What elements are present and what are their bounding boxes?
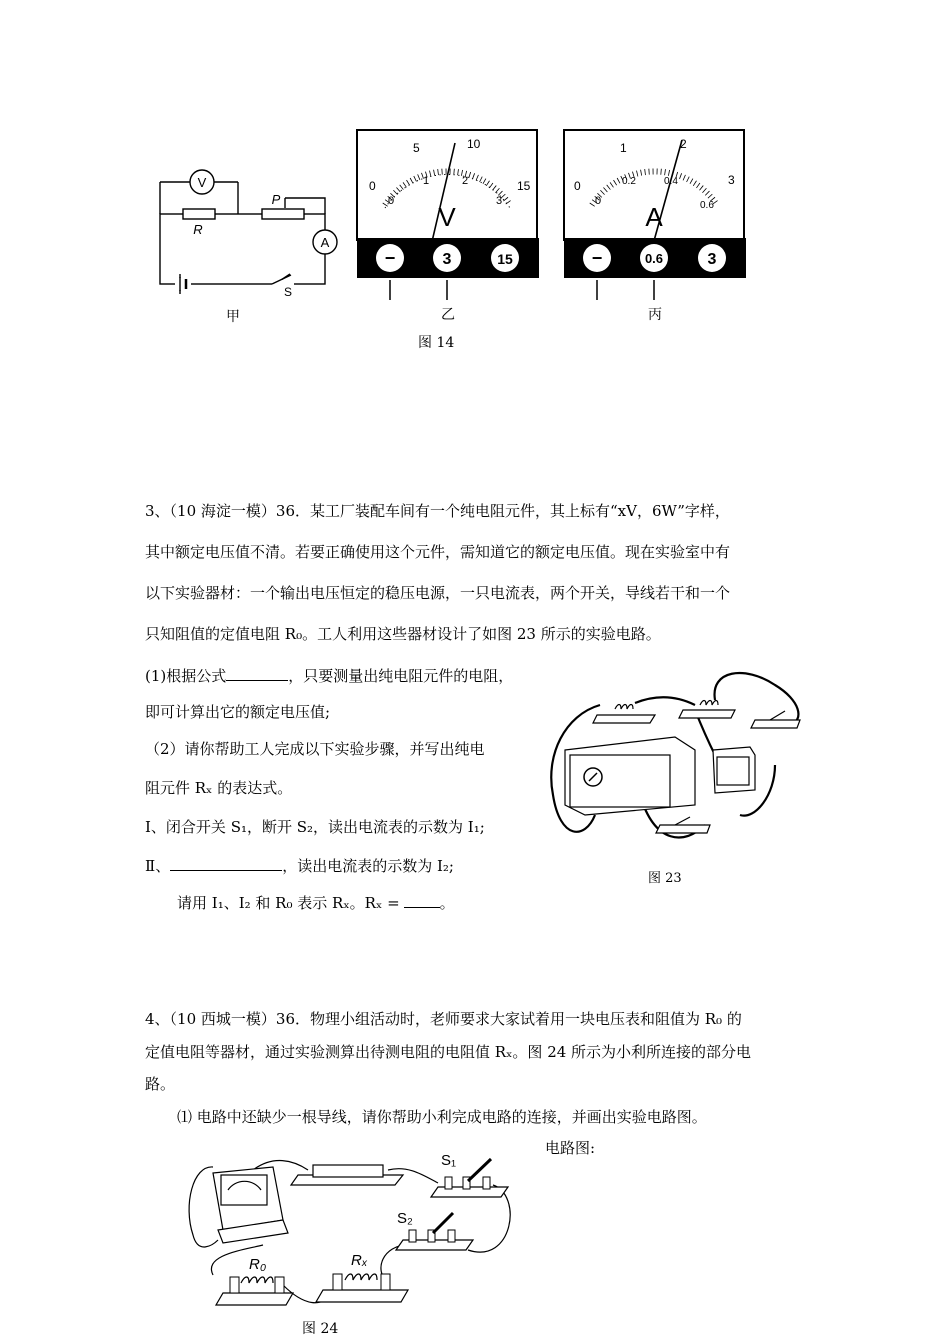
q4-line-2: 定值电阻等器材，通过实验测算出待测电阻的电阻值 Rₓ。图 24 所示为小利所连接的部分电 [145,1043,752,1061]
q3-expression-line [177,893,455,911]
ammeter-lower-0: 0 [595,195,602,207]
ammeter-symbol: A [645,202,663,232]
ammeter-terminal-3: 3 [707,251,717,268]
q3-formula-prompt: (1)根据公式 [145,667,227,685]
circuit-label-v: V [197,175,207,190]
voltmeter-dial [355,128,540,303]
voltmeter-terminal-15: 15 [497,251,513,267]
figure24-apparatus [183,1145,523,1315]
rx-expression-blank[interactable] [404,893,440,908]
caption-yi: 乙 [441,307,455,323]
caption-bing: 丙 [648,307,662,323]
circuit-label-a: A [320,235,330,250]
step-2-blank[interactable] [170,856,282,871]
ammeter-terminal-06: 0.6 [644,251,664,266]
ammeter-upper-3: 3 [728,173,735,187]
figure23-caption: 图 23 [648,871,682,886]
q3-step-1: Ⅰ、闭合开关 S₁，断开 S₂，读出电流表的示数为 I₁; [145,818,485,836]
fig24-label-s1: S₁ [441,1152,457,1169]
voltmeter-lower-1: 1 [423,175,430,187]
voltmeter-symbol: V [438,202,456,232]
q4-line-4: ⑴ 电路中还缺少一根导线，请你帮助小利完成电路的连接，并画出实验电路图。 [177,1108,707,1126]
voltmeter-upper-10: 10 [467,137,481,151]
figure14-caption: 图 14 [418,335,455,351]
voltmeter-lower-2: 2 [462,175,469,187]
voltmeter-upper-5: 5 [413,141,420,155]
ammeter-terminal-minus: − [591,248,603,268]
q3-line-3: 以下实验器材：一个输出电压恒定的稳压电源，一只电流表，两个开关，导线若干和一个 [145,584,731,602]
ammeter-lower-04: 0.4 [664,176,678,187]
q3-line-2: 其中额定电压值不清。若要正确使用这个元件，需知道它的额定电压值。现在实验室中有 [145,543,731,561]
q3-step-2-rest: ，读出电流表的示数为 I₂; [282,857,454,875]
ammeter-upper-1: 1 [620,141,627,155]
q3-line-7: （2）请你帮助工人完成以下实验步骤，并写出纯电 [145,740,485,758]
fig24-label-r0: R₀ [249,1256,267,1273]
voltmeter-terminal-minus: − [384,248,396,268]
figure24-caption: 图 24 [302,1321,339,1337]
q3-step-2 [145,856,454,874]
circuit-diagram-label: 电路图: [545,1139,596,1157]
ammeter-upper-0: 0 [574,179,581,193]
voltmeter-lower-3: 3 [496,195,503,207]
q3-expression-prompt: 请用 I₁、I₂ 和 R₀ 表示 Rₓ。Rₓ = [177,894,400,912]
q3-expression-end: 。 [439,894,455,912]
circuit-label-r: R [193,222,203,237]
ammeter-lower-06: 0.6 [700,200,714,211]
circuit-label-s: S [283,285,293,299]
ammeter-dial [562,128,747,303]
voltmeter-upper-15: 15 [517,179,531,193]
q4-line-3: 路。 [145,1075,176,1093]
q3-line-1: 3、（10 海淀一模）36．某工厂装配车间有一个纯电阻元件，其上标有“xV，6W”字样， [145,502,730,520]
q3-line-8: 阻元件 Rₓ 的表达式。 [145,779,293,797]
caption-jia: 甲 [226,309,240,325]
ammeter-upper-2: 2 [680,137,687,151]
q3-line-4: 只知阻值的定值电阻 R₀。工人利用这些器材设计了如图 23 所示的实验电路。 [145,625,661,643]
ammeter-lower-02: 0.2 [622,176,636,187]
q4-line-1: 4、（10 西城一模）36．物理小组活动时，老师要求大家试着用一块电压表和阻值为 R₀ 的 [145,1010,742,1028]
q3-line-6: 即可计算出它的额定电压值; [145,703,331,721]
voltmeter-upper-0: 0 [369,179,376,193]
q3-formula-rest: ，只要测量出纯电阻元件的电阻， [288,667,514,685]
fig24-label-rx: Rₓ [351,1252,368,1269]
voltmeter-terminal-3: 3 [442,251,452,268]
fig24-label-s2: S₂ [397,1210,413,1227]
circuit-label-p: P [271,192,281,207]
circuit-diagram-jia [150,162,340,302]
figure23-apparatus [545,665,810,865]
voltmeter-lower-0: 0 [388,195,395,207]
q3-line-5 [145,666,513,684]
formula-blank[interactable] [226,666,288,681]
q3-step-2-label: Ⅱ、 [145,857,171,875]
